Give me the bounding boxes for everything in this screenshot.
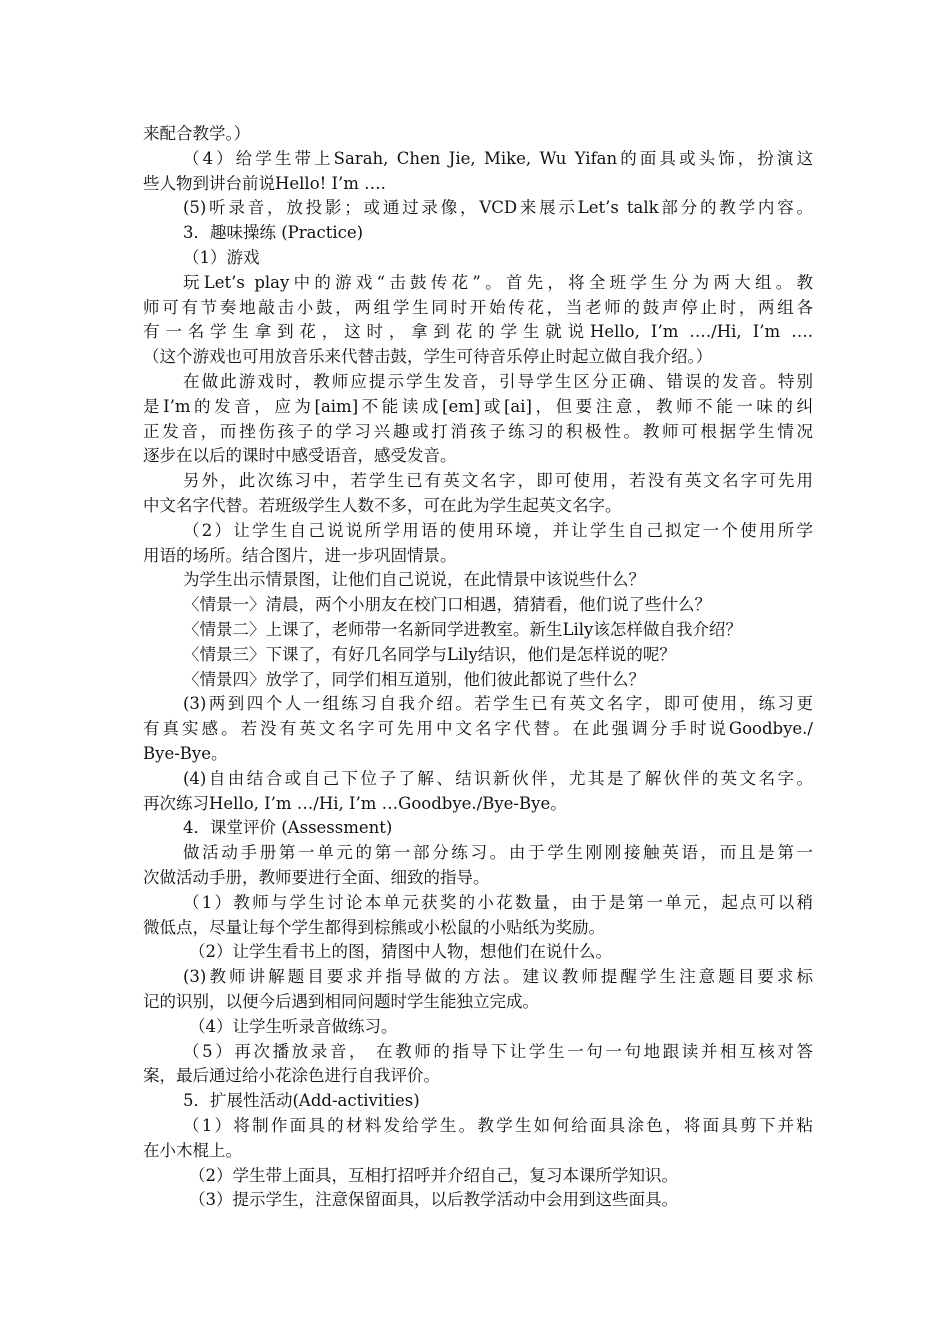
text-line: （2）让学生看书上的图，猜图中人物，想他们在说什么。 [189,942,612,962]
text-line: （5）再次播放录音， 在教师的指导下让学生一句一句地跟读并相互核对答 [183,1041,813,1061]
text-line: （3）提示学生，注意保留面具，以后教学活动中会用到这些面具。 [189,1190,678,1210]
text-line: 有一名学生拿到花，这时，拿到花的学生就说Hello, I’m ….∕Hi, I’m …. [143,322,813,342]
text-line: 用语的场所。结合图片，进一步巩固情景。 [143,545,457,565]
text-line: （1）将制作面具的材料发给学生。教学生如何给面具涂色，将面具剪下并粘 [183,1116,813,1135]
text-line: (5)听录音，放投影；或通过录像，VCD来展示Let’s talk部分的教学内容。 [183,198,813,218]
text-line: 是I’m的发音，应为[aim]不能读成[em]或[ai]，但要注意，教师不能一味的纠 [143,396,813,416]
text-line: 做活动手册第一单元的第一部分练习。由于学生刚刚接触英语，而且是第一 [183,843,813,863]
text-line: 4．课堂评价 (Assessment) [183,818,393,838]
text-line: Bye-Bye。 [143,744,228,763]
text-line: 3．趣味操练 (Practice) [183,223,364,243]
text-line: 为学生出示情景图，让他们自己说说，在此情景中该说些什么？ [183,570,645,590]
text-line: (3)两到四个人一组练习自我介绍。若学生已有英文名字，即可使用，练习更 [183,694,813,714]
text-line: 来配合教学。） [143,124,251,143]
text-line: 再次练习Hello, I’m …∕Hi, I’m …Goodbye.∕Bye-Bye。 [143,793,567,813]
text-line: 在做此游戏时，教师应提示学生发音，引导学生区分正确、错误的发音。特别 [183,372,813,391]
text-line: 逐步在以后的课时中感受语音，感受发音。 [143,446,457,466]
text-line: 些人物到讲台前说Hello! I’m …. [143,173,386,193]
text-line: 另外，此次练习中，若学生已有英文名字，即可使用，若没有英文名字可先用 [183,471,813,491]
text-line: （4）给学生带上Sarah, Chen Jie, Mike, Wu Yifan的面具或头饰，扮演这 [183,148,813,168]
text-line: 在小木棍上。 [143,1140,242,1160]
text-line: 次做活动手册，教师要进行全面、细致的指导。 [143,868,490,887]
text-line: （2）让学生自己说说所学用语的使用环境，并让学生自己拟定一个使用所学 [183,520,813,540]
text-line: （1）游戏 [183,248,260,267]
text-line: （4）让学生听录音做练习。 [189,1016,398,1036]
text-line: 微低点，尽量让每个学生都得到棕熊或小松鼠的小贴纸为奖励。 [143,917,605,937]
text-line: (4)自由结合或自己下位子了解、结识新伙伴，尤其是了解伙伴的英文名字。 [183,768,813,788]
text-line: 5．扩展性活动(Add-activities) [183,1091,420,1111]
text-line: 〈情景二〉上课了，老师带一名新同学进教室。新生Lily该怎样做自我介绍？ [183,620,742,639]
text-line: 正发音，而挫伤孩子的学习兴趣或打消孩子练习的积极性。教师可根据学生情况 [143,421,813,441]
text-line: 记的识别，以便今后遇到相同问题时学生能独立完成。 [143,992,539,1011]
text-line: 〈情景三〉下课了，有好几名同学与Lily结识，他们是怎样说的呢？ [183,644,676,664]
text-line: 〈情景一〉清晨，两个小朋友在校门口相遇，猜猜看，他们说了些什么？ [183,595,711,615]
text-line: 中文名字代替。若班级学生人数不多，可在此为学生起英文名字。 [143,496,622,515]
text-line: 〈情景四〉放学了，同学们相互道别，他们彼此都说了些什么？ [183,669,645,689]
text-line: （这个游戏也可用放音乐来代替击鼓，学生可待音乐停止时起立做自我介绍。） [143,347,713,367]
text-line: 玩Let’s play中的游戏“击鼓传花”。首先，将全班学生分为两大组。教 [183,272,813,292]
text-line: 师可有节奏地敲击小鼓，两组学生同时开始传花，当老师的鼓声停止时，两组各 [143,297,813,317]
text-line: 案，最后通过给小花涂色进行自我评价。 [143,1066,440,1086]
text-line: （2）学生带上面具，互相打招呼并介绍自己，复习本课所学知识。 [189,1165,678,1185]
text-line: 有真实感。若没有英文名字可先用中文名字代替。在此强调分手时说Goodbye.∕ [143,719,813,739]
text-line: （1）教师与学生讨论本单元获奖的小花数量，由于是第一单元，起点可以稍 [183,892,813,912]
text-line: (3)教师讲解题目要求并指导做的方法。建议教师提醒学生注意题目要求标 [183,967,813,987]
